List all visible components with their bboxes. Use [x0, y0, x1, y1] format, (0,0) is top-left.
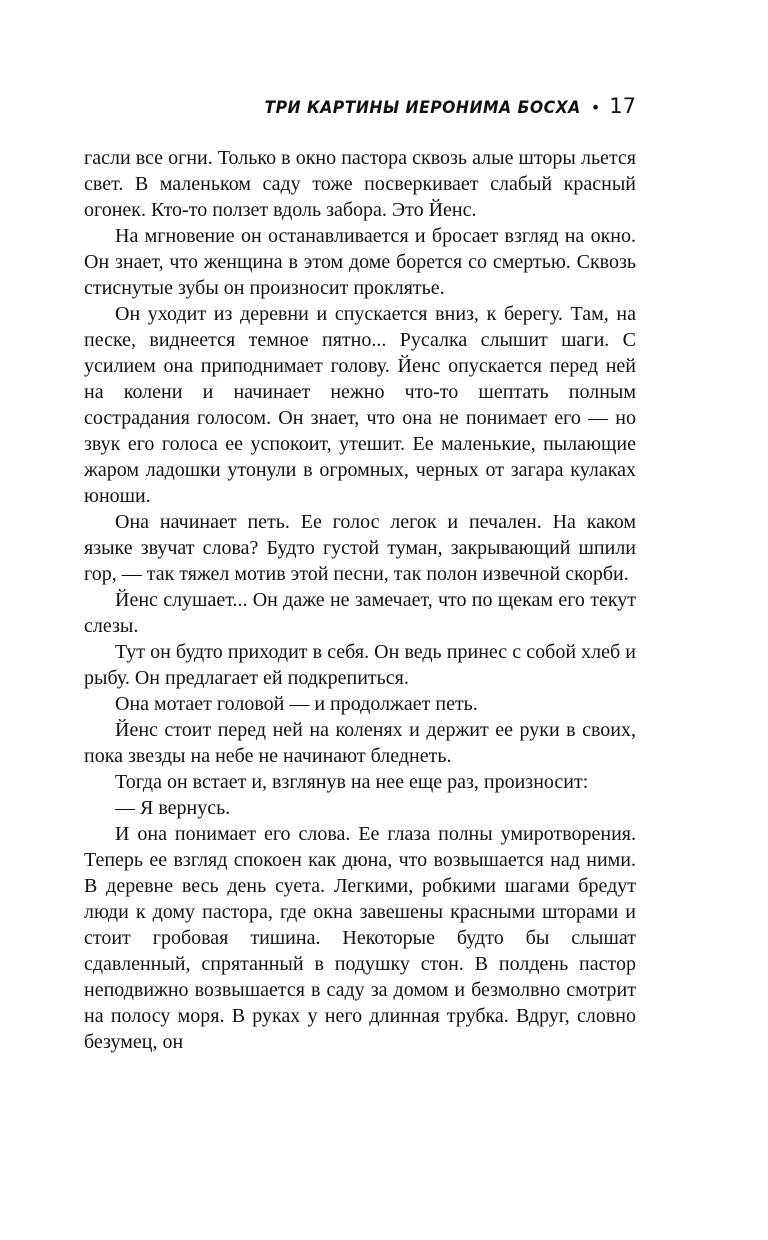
running-header [84, 94, 636, 124]
paragraph: Она мотает головой — и продолжает петь. [115, 693, 478, 715]
body-text [84, 145, 636, 1055]
paragraph: На мгновение он останавливается и бросает взгляд на окно. Он знает, что женщина в этом доме борется со смертью. Сквозь стиснутые зубы он произносит проклятье. [84, 225, 636, 299]
paragraph: Он уходит из деревни и спускается вниз, к берегу. Там, на песке, виднеется темное пятно... Русалка слышит шаги. С усилием она приподнимает голову. Йенс опускается перед ней на колени и начинает нежно что-то шептать полным сострадания голосом. Он знает, что она не понимает его — но звук его голоса ее успокоит, утешит. Ее маленькие, пылающие жаром ладошки утонули в огромных, черных от загара кулаках юноши. [84, 303, 636, 507]
running-title: ТРИ КАРТИНЫ ИЕРОНИМА БОСХА [264, 98, 581, 118]
paragraph: Тут он будто приходит в себя. Он ведь принес с собой хлеб и рыбу. Он предлагает ей подкрепиться. [84, 641, 636, 689]
paragraph: И она понимает его слова. Ее глаза полны умиротворения. Теперь ее взгляд спокоен как дюна, что возвышается над ними. В деревне весь день суета. Легкими, робкими шагами бредут люди к дому пастора, где окна завешены красными шторами и стоит гробовая тишина. Некоторые будто бы слышат сдавленный, спрятанный в подушку стон. В полдень пастор неподвижно возвышается в саду за домом и безмолвно смотрит на полосу моря. В руках у него длинная трубка. Вдруг, словно безумец, он [84, 823, 636, 1053]
paragraph: Она начинает петь. Ее голос легок и печален. На каком языке звучат слова? Будто густой туман, закрывающий шпили гор, — так тяжел мотив этой песни, так полон извечной скорби. [84, 511, 636, 585]
page-number: 17 [609, 94, 636, 118]
dialogue-line: — Я вернусь. [115, 797, 231, 819]
paragraph: Йенс стоит перед ней на коленях и держит ее руки в своих, пока звезды на небе не начинают бледнеть. [84, 719, 636, 767]
paragraph: Йенс слушает... Он даже не замечает, что по щекам его текут слезы. [84, 589, 636, 637]
header-separator: • [590, 98, 601, 117]
paragraph: гасли все огни. Только в окно пастора сквозь алые шторы льется свет. В маленьком саду тоже посверкивает слабый красный огонек. Кто-то ползет вдоль забора. Это Йенс. [84, 147, 636, 221]
paragraph: Тогда он встает и, взглянув на нее еще раз, произносит: [115, 771, 589, 793]
